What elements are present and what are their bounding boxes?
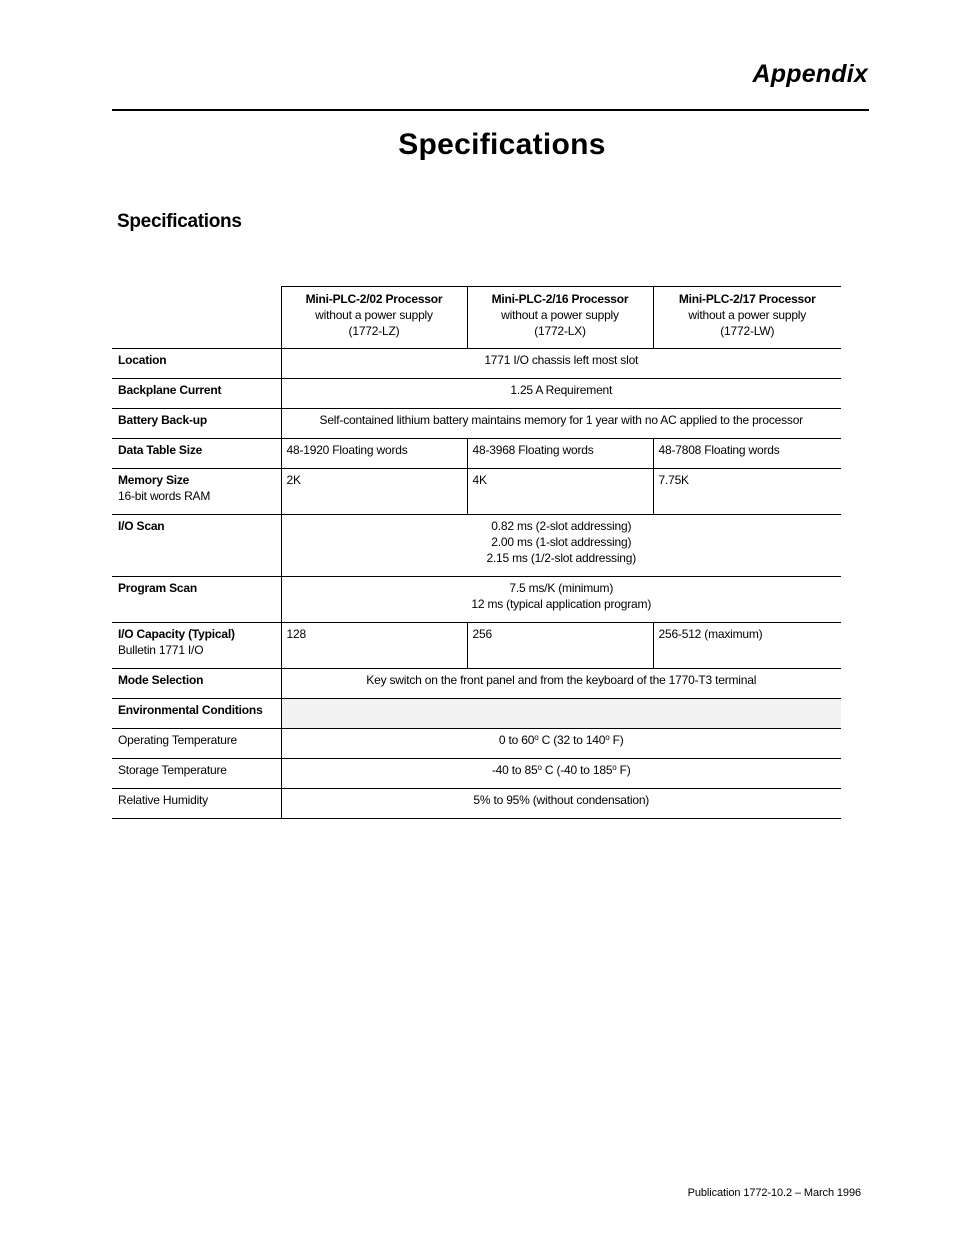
degree-mark: o [612,763,617,772]
row-value [281,515,841,577]
row-label-text: I/O Scan [118,519,165,533]
table-row-environmental-conditions [112,699,841,729]
header-blank-cell [112,287,281,349]
row-value: 48-7808 Floating words [653,439,841,469]
row-label-text: Location [118,353,167,367]
table-row-data-table-size [112,439,841,469]
column-header-2-16 [467,287,653,349]
row-value: 5% to 95% (without condensation) [281,789,841,819]
row-label: Storage Temperature [112,759,281,789]
value-line: 12 ms (typical application program) [471,597,652,611]
table-row-io-scan [112,515,841,577]
value-line: 2.00 ms (1-slot addressing) [491,535,632,549]
row-label [112,515,281,577]
table-row-io-capacity [112,623,841,669]
row-label [112,623,281,669]
row-label-text: Environmental Conditions [118,703,263,717]
degree-mark: o [537,763,542,772]
row-label [112,379,281,409]
table-row-memory-size [112,469,841,515]
table-row-backplane-current [112,379,841,409]
row-value [281,759,841,789]
row-label [112,349,281,379]
table-row-location [112,349,841,379]
row-value: 48-3968 Floating words [467,439,653,469]
value-line: 7.5 ms/K (minimum) [509,581,614,595]
column-header-catalog: (1772-LX) [534,324,586,338]
row-value: Self-contained lithium battery maintains memory for 1 year with no AC applied to the processor [281,409,841,439]
column-header-2-17 [653,287,841,349]
row-value: 1771 I/O chassis left most slot [281,349,841,379]
value-part: F) [609,733,624,747]
row-label [112,577,281,623]
publication-footer: Publication 1772-10.2 – March 1996 [687,1187,861,1199]
column-header-catalog: (1772-LW) [720,324,775,338]
row-sublabel: Bulletin 1771 I/O [118,643,204,657]
row-value: 2K [281,469,467,515]
header-rule [112,109,869,111]
degree-mark: o [605,733,610,742]
table-row-mode-selection [112,669,841,699]
row-label [112,409,281,439]
table-row-relative-humidity [112,789,841,819]
column-header-2-02 [281,287,467,349]
row-value: 128 [281,623,467,669]
table-row-operating-temperature [112,729,841,759]
row-label [112,439,281,469]
row-value [281,729,841,759]
row-value: Key switch on the front panel and from the keyboard of the 1770-T3 terminal [281,669,841,699]
row-value: 4K [467,469,653,515]
column-header-catalog: (1772-LZ) [348,324,400,338]
row-label-text: Program Scan [118,581,197,595]
row-label [112,669,281,699]
row-value [281,577,841,623]
column-header-name: Mini-PLC-2/02 Processor [305,292,443,306]
row-value: 256 [467,623,653,669]
row-label-text: I/O Capacity (Typical) [118,627,235,641]
value-part: -40 to 85 [491,763,538,777]
row-value: 256-512 (maximum) [653,623,841,669]
row-label [112,469,281,515]
column-header-desc: without a power supply [688,308,807,322]
column-header-name: Mini-PLC-2/17 Processor [678,292,816,306]
column-header-desc: without a power supply [501,308,619,322]
table-row-storage-temperature [112,759,841,789]
specifications-table [112,286,841,819]
value-part: 0 to 60 [498,733,535,747]
table-row-battery-backup [112,409,841,439]
row-label-text: Backplane Current [118,383,222,397]
row-value-empty [281,699,841,729]
row-label-text: Memory Size [118,473,190,487]
column-header-desc: without a power supply [315,308,433,322]
row-label-text: Data Table Size [118,443,203,457]
appendix-label: Appendix [752,60,868,88]
row-sublabel: 16-bit words RAM [118,489,211,503]
row-label-text: Battery Back-up [118,413,208,427]
degree-mark: o [534,733,539,742]
row-label: Relative Humidity [112,789,281,819]
column-header-name: Mini-PLC-2/16 Processor [491,292,629,306]
table-row-program-scan [112,577,841,623]
value-part: C (32 to 140 [538,733,606,747]
value-part: F) [616,763,631,777]
row-value: 7.75K [653,469,841,515]
value-line: 2.15 ms (1/2-slot addressing) [486,551,637,565]
row-label-text: Mode Selection [118,673,204,687]
row-label: Operating Temperature [112,729,281,759]
row-value: 1.25 A Requirement [281,379,841,409]
row-label [112,699,281,729]
table-header-row [112,287,841,349]
value-part: C (-40 to 185 [541,763,613,777]
section-title: Specifications [117,211,242,232]
row-value: 48-1920 Floating words [281,439,467,469]
value-line: 0.82 ms (2-slot addressing) [491,519,632,533]
page-title: Specifications [398,128,606,161]
